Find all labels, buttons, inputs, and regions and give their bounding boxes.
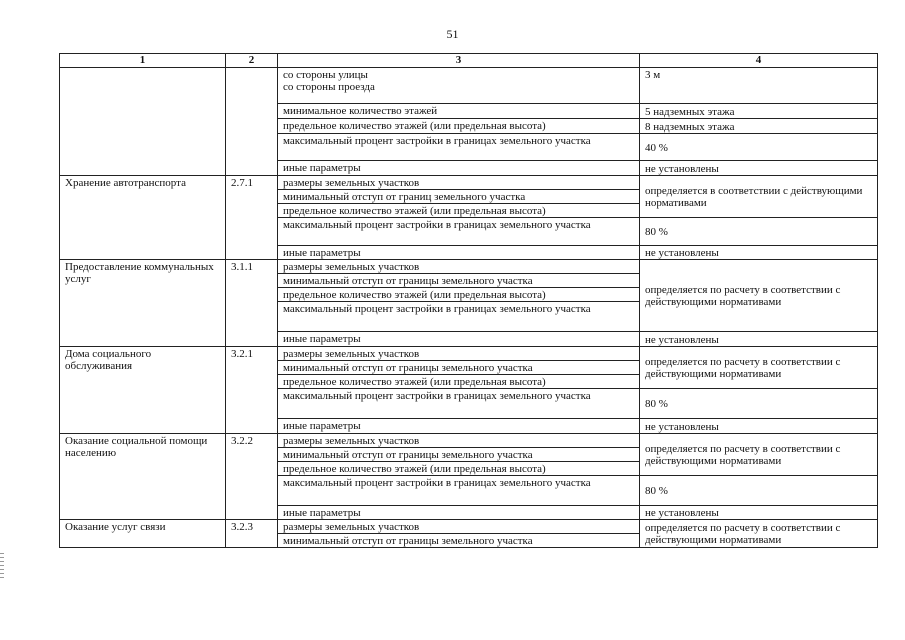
parameter-name: со стороны улицы со стороны проезда	[278, 68, 640, 104]
parameter-value: не установлены	[640, 246, 878, 260]
parameter-name: минимальный отступ от границы земельного участка	[278, 361, 640, 375]
parameter-name: размеры земельных участков	[278, 260, 640, 274]
parameter-name: минимальный отступ от границы земельного участка	[278, 448, 640, 462]
use-type-code	[226, 68, 278, 176]
parameter-name: минимальное количество этажей	[278, 104, 640, 119]
use-type-name: Оказание социальной помощи населению	[60, 434, 226, 520]
parameter-name: иные параметры	[278, 246, 640, 260]
parameter-value: 40 %	[640, 134, 878, 161]
parameter-name: предельное количество этажей (или предельная высота)	[278, 288, 640, 302]
parameter-name: иные параметры	[278, 419, 640, 434]
parameter-value: определяется по расчету в соответствии с действующими нормативами	[640, 520, 878, 548]
regulations-table	[59, 53, 878, 548]
use-type-name: Оказание услуг связи	[60, 520, 226, 548]
parameter-name: предельное количество этажей (или предельная высота)	[278, 204, 640, 218]
use-type-name: Хранение автотранспорта	[60, 176, 226, 260]
parameter-name: предельное количество этажей (или предельная высота)	[278, 462, 640, 476]
parameter-name: размеры земельных участков	[278, 176, 640, 190]
parameter-name: максимальный процент застройки в границах земельного участка	[278, 218, 640, 246]
column-header-2: 2	[226, 54, 278, 68]
use-type-code: 3.2.1	[226, 347, 278, 434]
parameter-name: иные параметры	[278, 506, 640, 520]
parameter-name: максимальный процент застройки в границах земельного участка	[278, 302, 640, 332]
page-number: 51	[446, 27, 459, 41]
use-type-code: 3.2.2	[226, 434, 278, 520]
use-type-name: Предоставление коммунальных услуг	[60, 260, 226, 347]
parameter-name: минимальный отступ от границы земельного участка	[278, 534, 640, 548]
parameter-value: определяется по расчету в соответствии с действующими нормативами	[640, 347, 878, 389]
parameter-name: размеры земельных участков	[278, 347, 640, 361]
parameter-value: определяется по расчету в соответствии с действующими нормативами	[640, 434, 878, 476]
parameter-name: размеры земельных участков	[278, 520, 640, 534]
parameter-value: 80 %	[640, 389, 878, 419]
parameter-name: предельное количество этажей (или предельная высота)	[278, 119, 640, 134]
parameter-name: минимальный отступ от границы земельного участка	[278, 274, 640, 288]
use-type-code: 3.2.3	[226, 520, 278, 548]
table-row	[60, 347, 878, 361]
header-row	[60, 54, 878, 68]
parameter-value: определяется по расчету в соответствии с действующими нормативами	[640, 260, 878, 332]
parameter-name: минимальный отступ от границ земельного участка	[278, 190, 640, 204]
table-row	[60, 434, 878, 448]
margin-scan-mark	[0, 553, 4, 579]
use-type-code: 3.1.1	[226, 260, 278, 347]
parameter-name: максимальный процент застройки в границах земельного участка	[278, 476, 640, 506]
parameter-value: не установлены	[640, 506, 878, 520]
parameter-value: не установлены	[640, 332, 878, 347]
parameter-name: максимальный процент застройки в границах земельного участка	[278, 389, 640, 419]
column-header-3: 3	[278, 54, 640, 68]
parameter-name: максимальный процент застройки в границах земельного участка	[278, 134, 640, 161]
parameter-value: определяется в соответствии с действующими нормативами	[640, 176, 878, 218]
parameter-value: не установлены	[640, 161, 878, 176]
table-body	[60, 68, 878, 548]
parameter-value: 8 надземных этажа	[640, 119, 878, 134]
column-header-1: 1	[60, 54, 226, 68]
use-type-code: 2.7.1	[226, 176, 278, 260]
column-header-4: 4	[640, 54, 878, 68]
table-row	[60, 176, 878, 190]
table-row	[60, 68, 878, 104]
parameter-name: размеры земельных участков	[278, 434, 640, 448]
parameter-name: предельное количество этажей (или предельная высота)	[278, 375, 640, 389]
parameter-value: 3 м	[640, 68, 878, 104]
table-row	[60, 260, 878, 274]
parameter-value: не установлены	[640, 419, 878, 434]
table-row	[60, 520, 878, 534]
use-type-name: Дома социального обслуживания	[60, 347, 226, 434]
parameter-name: иные параметры	[278, 332, 640, 347]
use-type-name	[60, 68, 226, 176]
parameter-name: иные параметры	[278, 161, 640, 176]
parameter-value: 80 %	[640, 218, 878, 246]
parameter-value: 5 надземных этажа	[640, 104, 878, 119]
parameter-value: 80 %	[640, 476, 878, 506]
